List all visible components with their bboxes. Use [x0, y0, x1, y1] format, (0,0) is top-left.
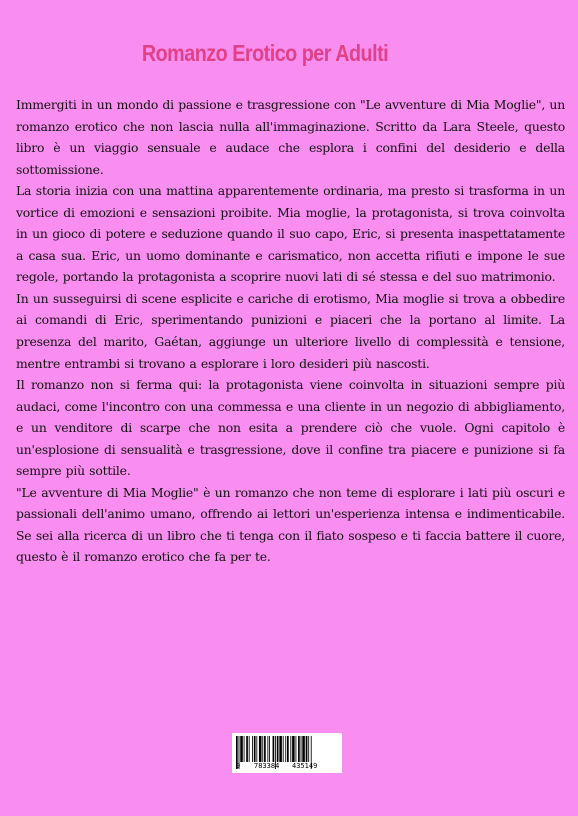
isbn-barcode [232, 733, 342, 773]
barcode-prefix-digit: 9 [236, 762, 241, 770]
barcode-digits-left: 783384 [254, 762, 280, 770]
cover-title: Romanzo Erotico per Adulti [141, 40, 389, 66]
barcode-bars-graphic [232, 733, 342, 773]
blurb-paragraph: "Le avventure di Mia Moglie" è un romanzo che non teme di esplorare i lati più oscuri e passionali dell'animo umano, offrendo ai lettori un'esperienza intensa e indimenticabile. Se sei alla ricerca di un libro che ti tenga con il fiato sospeso e ti faccia battere il cuore, questo è il romanzo erotico che fa per te. [16, 484, 565, 565]
blurb-paragraph: In un susseguirsi di scene esplicite e cariche di erotismo, Mia moglie si trova a obbedire ai comandi di Eric, sperimentando punizioni e piaceri che la portano al limite. La presenza del marito, Gaétan, aggiunge un ulteriore livello di complessità e tensione, mentre entrambi si trovano a esplorare i loro desideri più nascosti. [16, 290, 565, 371]
barcode-digits-right: 435149 [292, 762, 318, 770]
blurb-paragraph: La storia inizia con una mattina apparentemente ordinaria, ma presto si trasforma in un vortice di emozioni e sensazioni proibite. Mia moglie, la protagonista, si trova coinvolta in un gioco di potere e seduzione quando il suo capo, Eric, si presenta inaspettatamente a casa sua. Eric, un uomo dominante e carismatico, non accetta rifiuti e impone le sue regole, portando la protagonista a scoprire nuovi lati di sé stessa e del suo matrimonio. [16, 183, 565, 285]
blurb-paragraph: Il romanzo non si ferma qui: la protagonista viene coinvolta in situazioni sempre più audaci, come l'incontro con una commessa e una cliente in un negozio di abbigliamento, e un venditore di scarpe che non esita a prendere ciò che vuole. Ogni capitolo è un'esplosione di sensualità e trasgressione, dove il confine tra piacere e punizione si fa sempre più sottile. [16, 377, 565, 479]
blurb-paragraph: Immergiti in un mondo di passione e trasgressione con "Le avventure di Mia Moglie", un romanzo erotico che non lascia nulla all'immaginazione. Scritto da Lara Steele, questo libro è un viaggio sensuale e audace che esplora i confini del desiderio e della sottomissione. [16, 97, 565, 177]
blurb-text [16, 94, 565, 568]
